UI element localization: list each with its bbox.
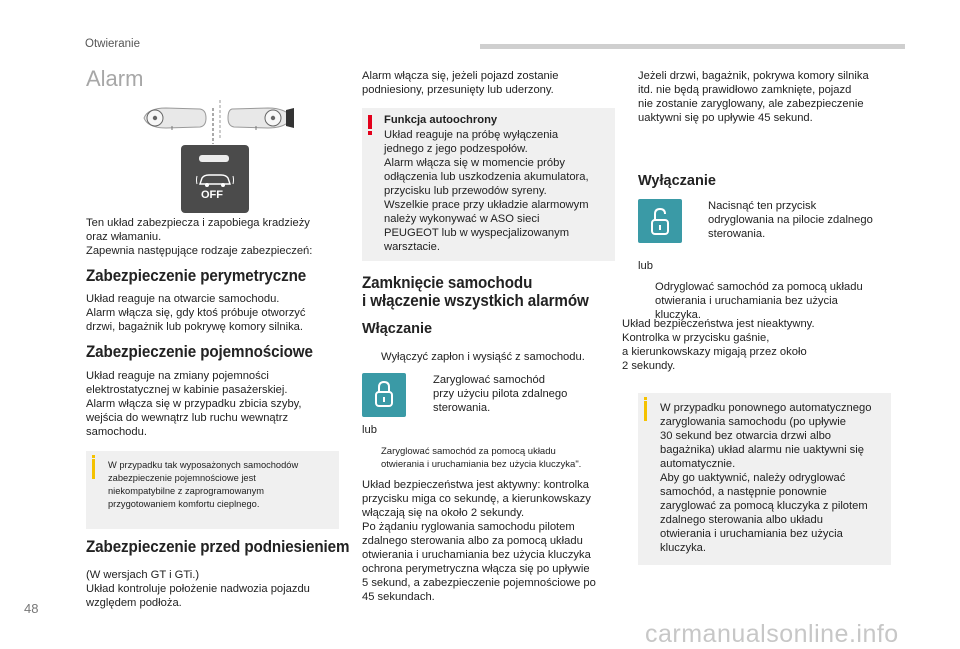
warning-text: Układ reaguje na próbę wyłączenia jednego z jego podzespołów. Alarm włącza się w momencie próby odłączenia lub uszkodzenia akumulatora, przycisku lub przewodów syreny. Wszelkie prace przy układzie alarmowym należy wykonywać w ASO sieci PEUGEOT lub w wyspecjalizowanym warsztacie. — [384, 129, 589, 253]
relock-note-text: W przypadku ponownego automatycznego zaryglowania samochodu (po upływie 30 sekund bez otwarcia drzwi albo bagażnika) układ alarmu nie uaktywni się automatycznie. Aby go uaktywnić, należy odryglować samochód, a następnie ponownie zaryglować za pomocą kluczyka z pilotem zdalnego sterowania albo układu otwierania i uruchamiania bez użycia kluczyka. — [660, 402, 872, 554]
heading-enable: Włączanie — [362, 321, 433, 337]
sensor-illustration — [142, 100, 294, 140]
warning-note — [362, 108, 615, 261]
warning-title: Funkcja autoochrony — [384, 114, 498, 126]
or-label: lub — [362, 424, 377, 436]
page-title: Alarm — [86, 66, 144, 91]
warning-icon-dot — [368, 131, 372, 135]
or-label: lub — [638, 260, 653, 272]
heading-disable: Wyłączanie — [638, 173, 716, 189]
page-number: 48 — [24, 601, 39, 616]
disable-text: Układ bezpieczeństwa jest nieaktywny. Kontrolka w przycisku gaśnie, a kierunkowskazy migają przez około 2 sekundy. — [622, 318, 815, 372]
disable-step2: Odryglować samochód za pomocą układu otwierania i uruchamiania bez użycia kluczyka. — [655, 281, 863, 321]
heading-tilt: Zabezpieczenie przed podniesieniem — [86, 538, 350, 556]
lock-button-icon — [362, 373, 406, 417]
warning-icon — [368, 115, 372, 129]
enable-step2: Zaryglować samochód przy użyciu pilota zdalnego sterowania. — [433, 374, 568, 414]
col3-intro: Jeżeli drzwi, bagażnik, pokrywa komory silnika itd. nie będą prawidłowo zamknięte, pojazd nie zostanie zaryglowany, ale zabezpieczenie uaktywni się po upływie 45 sekund. — [638, 70, 869, 124]
enable-text: Układ bezpieczeństwa jest aktywny: kontrolka przycisku miga co sekundę, a kierunkowskazy włączają się na około 2 sekundy. Po żądaniu ryglowania samochodu pilotem zdalnego sterowania albo za pomocą układu otwierania i uruchamiania bez użycia kluczyka ochrona perymetryczna włącza się po upływie 5 sekund, a zabezpieczenie pojemnościowe po 45 sekundach. — [362, 479, 596, 603]
info-note-volumetric — [86, 451, 339, 529]
heading-volumetric: Zabezpieczenie pojemnościowe — [86, 343, 313, 361]
info-marker-bar — [92, 459, 95, 479]
info-note-text: W przypadku tak wyposażonych samochodów zabezpieczenie pojemnościowe jest niekompatybilne z zaprogramowanym przygotowaniem komfortu cieplnego. — [108, 460, 299, 509]
heading-lock-all: Zamknięcie samochodu i włączenie wszystkich alarmów — [362, 274, 589, 310]
col1-intro: Ten układ zabezpiecza i zapobiega kradzieży oraz włamaniu. Zapewnia następujące rodzaje zabezpieczeń: — [86, 217, 313, 257]
info-marker-bar — [644, 401, 647, 421]
led-indicator — [199, 155, 229, 162]
col2-intro: Alarm włącza się, jeżeli pojazd zostanie podniesiony, przesunięty lub uderzony. — [362, 70, 559, 96]
enable-step3: Zaryglować samochód za pomocą układu otwierania i uruchamiania bez użycia kluczyka". — [381, 446, 582, 470]
disable-step1: Nacisnąć ten przycisk odryglowania na pilocie zdalnego sterowania. — [708, 200, 873, 240]
tilt-text: (W wersjach GT i GTi.) Układ kontroluje położenie nadwozia pojazdu względem podłoża. — [86, 569, 310, 609]
off-label: OFF — [201, 189, 223, 201]
info-marker-icon — [92, 455, 95, 458]
header-rule — [480, 44, 905, 49]
volumetric-text: Układ reaguje na zmiany pojemności elektrostatycznej w kabinie pasażerskiej. Alarm włącza się w przypadku zbicia szyby, wejścia do wewnątrz lub ruchu wewnątrz samochodu. — [86, 370, 302, 438]
info-note-relock — [638, 393, 891, 565]
info-marker-icon — [644, 397, 647, 400]
center-line — [212, 108, 214, 144]
perimeter-text: Układ reaguje na otwarcie samochodu. Alarm włącza się, gdy ktoś próbuje otworzyć drzwi, bagażnik lub pokrywę komory silnika. — [86, 293, 306, 333]
section-tab: Otwieranie — [85, 38, 140, 50]
unlock-button-icon — [638, 199, 682, 243]
enable-step1: Wyłączyć zapłon i wysiąść z samochodu. — [381, 351, 585, 363]
car-alarm-icon — [196, 172, 234, 188]
alarm-off-button — [181, 145, 249, 213]
heading-perimeter: Zabezpieczenie perymetryczne — [86, 267, 307, 285]
watermark: carmanualsonline.info — [645, 620, 899, 648]
